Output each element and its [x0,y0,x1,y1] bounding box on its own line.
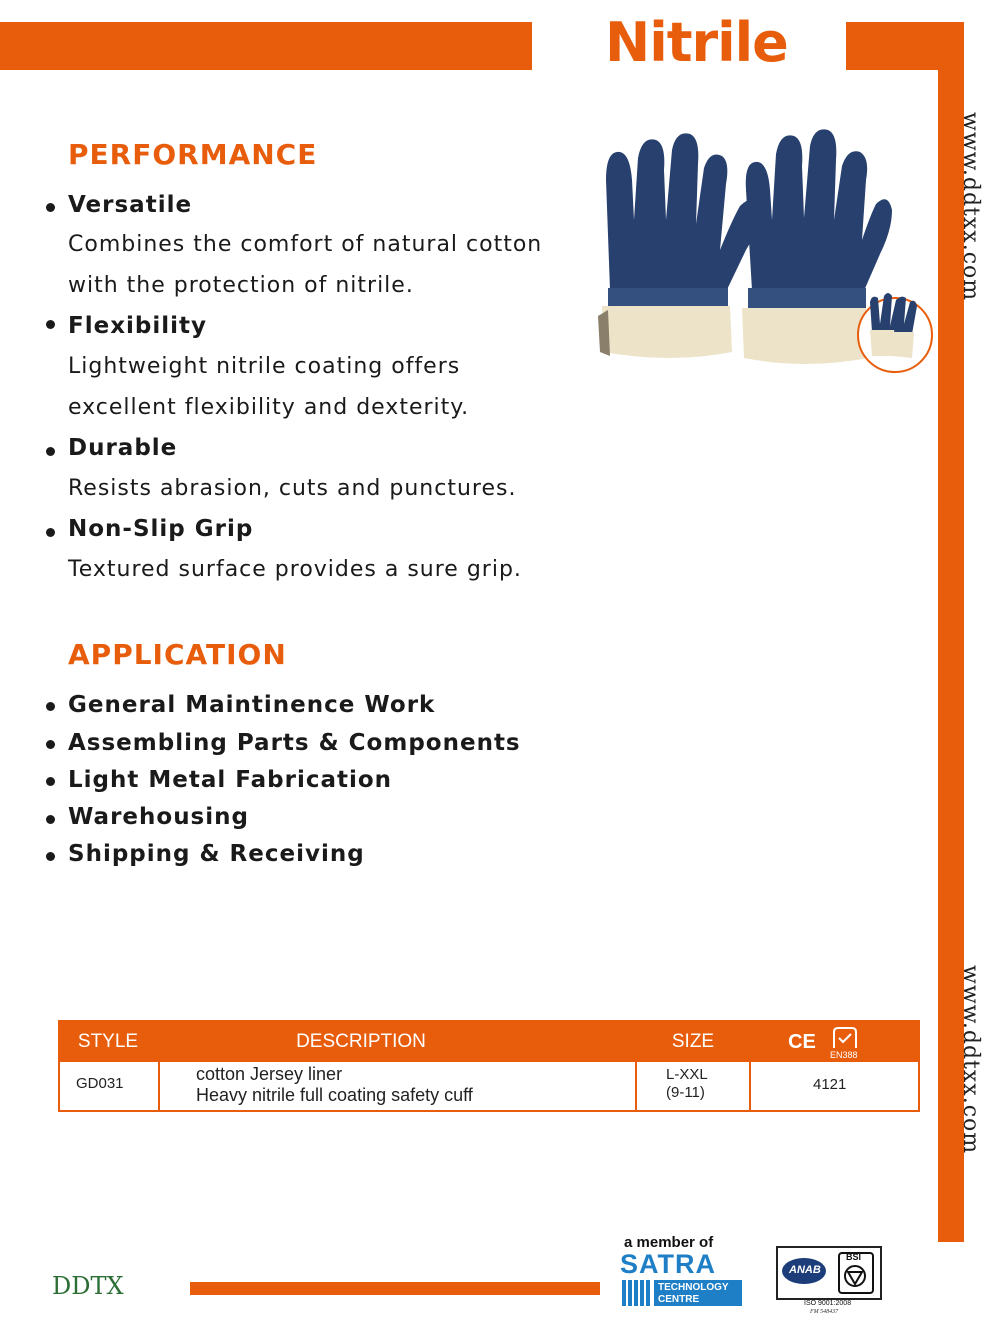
application-item: General Maintinence Work [68,692,436,718]
bsi-kitemark-icon [842,1264,868,1288]
bullet-icon [46,740,55,749]
bullet-icon [46,852,55,861]
bsi-text: BSI [846,1252,862,1262]
bullet-icon [46,320,55,329]
performance-item-title: Non-Slip Grip [68,516,254,542]
footer-bar [190,1282,600,1295]
cell-description: cotton Jersey liner [196,1064,343,1084]
application-item: Light Metal Fabrication [68,767,393,793]
bullet-icon [46,702,55,711]
performance-item-desc: Combines the comfort of natural cotton [68,232,543,257]
application-item: Shipping & Receiving [68,841,365,867]
performance-item-desc: Resists abrasion, cuts and punctures. [68,476,517,501]
side-url-bottom: www.ddtxx.com [958,965,983,1155]
spec-table [58,1020,920,1112]
performance-item-desc: excellent flexibility and dexterity. [68,395,470,420]
application-heading: APPLICATION [68,638,287,671]
page-title: Nitrile [605,11,788,74]
th-description: DESCRIPTION [296,1031,426,1052]
performance-item-desc: Lightweight nitrile coating offers [68,354,461,379]
performance-heading: PERFORMANCE [68,138,318,171]
bullet-icon [46,777,55,786]
performance-item-desc: with the protection of nitrile. [68,273,414,298]
bullet-icon [46,815,55,824]
performance-item-title: Versatile [68,192,193,218]
th-ce-mark: CE [788,1031,816,1053]
bullet-icon [46,528,55,537]
th-style: STYLE [77,1031,139,1052]
header-bar-left [0,22,532,70]
th-en388: EN388 [830,1050,858,1060]
table-divider [749,1020,751,1112]
iso-certification-logo [776,1246,882,1320]
anab-text: ANAB [789,1264,821,1276]
iso-standard-text: ISO 9001:2008 [804,1300,852,1307]
application-item: Assembling Parts & Components [68,730,521,756]
cell-description: Heavy nitrile full coating safety cuff [196,1085,473,1105]
side-url-top: www.ddtxx.com [958,112,983,302]
glove-product-image [590,120,940,380]
cell-size: L-XXL [666,1066,708,1083]
satra-logo [620,1234,744,1308]
bullet-icon [46,203,55,212]
application-item: Warehousing [68,804,249,830]
en388-glove-icon [830,1024,860,1050]
brand-logo: DDTX [52,1272,124,1300]
left-glove [598,133,760,358]
cell-style: GD031 [76,1075,124,1092]
cell-rating: 4121 [813,1076,847,1093]
header-bar-right [846,22,964,70]
satra-sub2: CENTRE [658,1294,700,1305]
satra-stripes [622,1280,652,1306]
satra-member-text: a member of [624,1234,714,1251]
bullet-icon [46,447,55,456]
iso-cert-text: FM 548437 [810,1309,839,1315]
satra-sub1: TECHNOLOGY [658,1282,729,1293]
th-size: SIZE [671,1031,715,1052]
performance-item-title: Durable [68,435,178,461]
performance-item-title: Flexibility [68,313,208,339]
satra-name: SATRA [620,1249,716,1279]
performance-item-desc: Textured surface provides a sure grip. [68,557,522,582]
cell-size: (9-11) [666,1084,705,1101]
glove-inset-circle [858,293,932,372]
